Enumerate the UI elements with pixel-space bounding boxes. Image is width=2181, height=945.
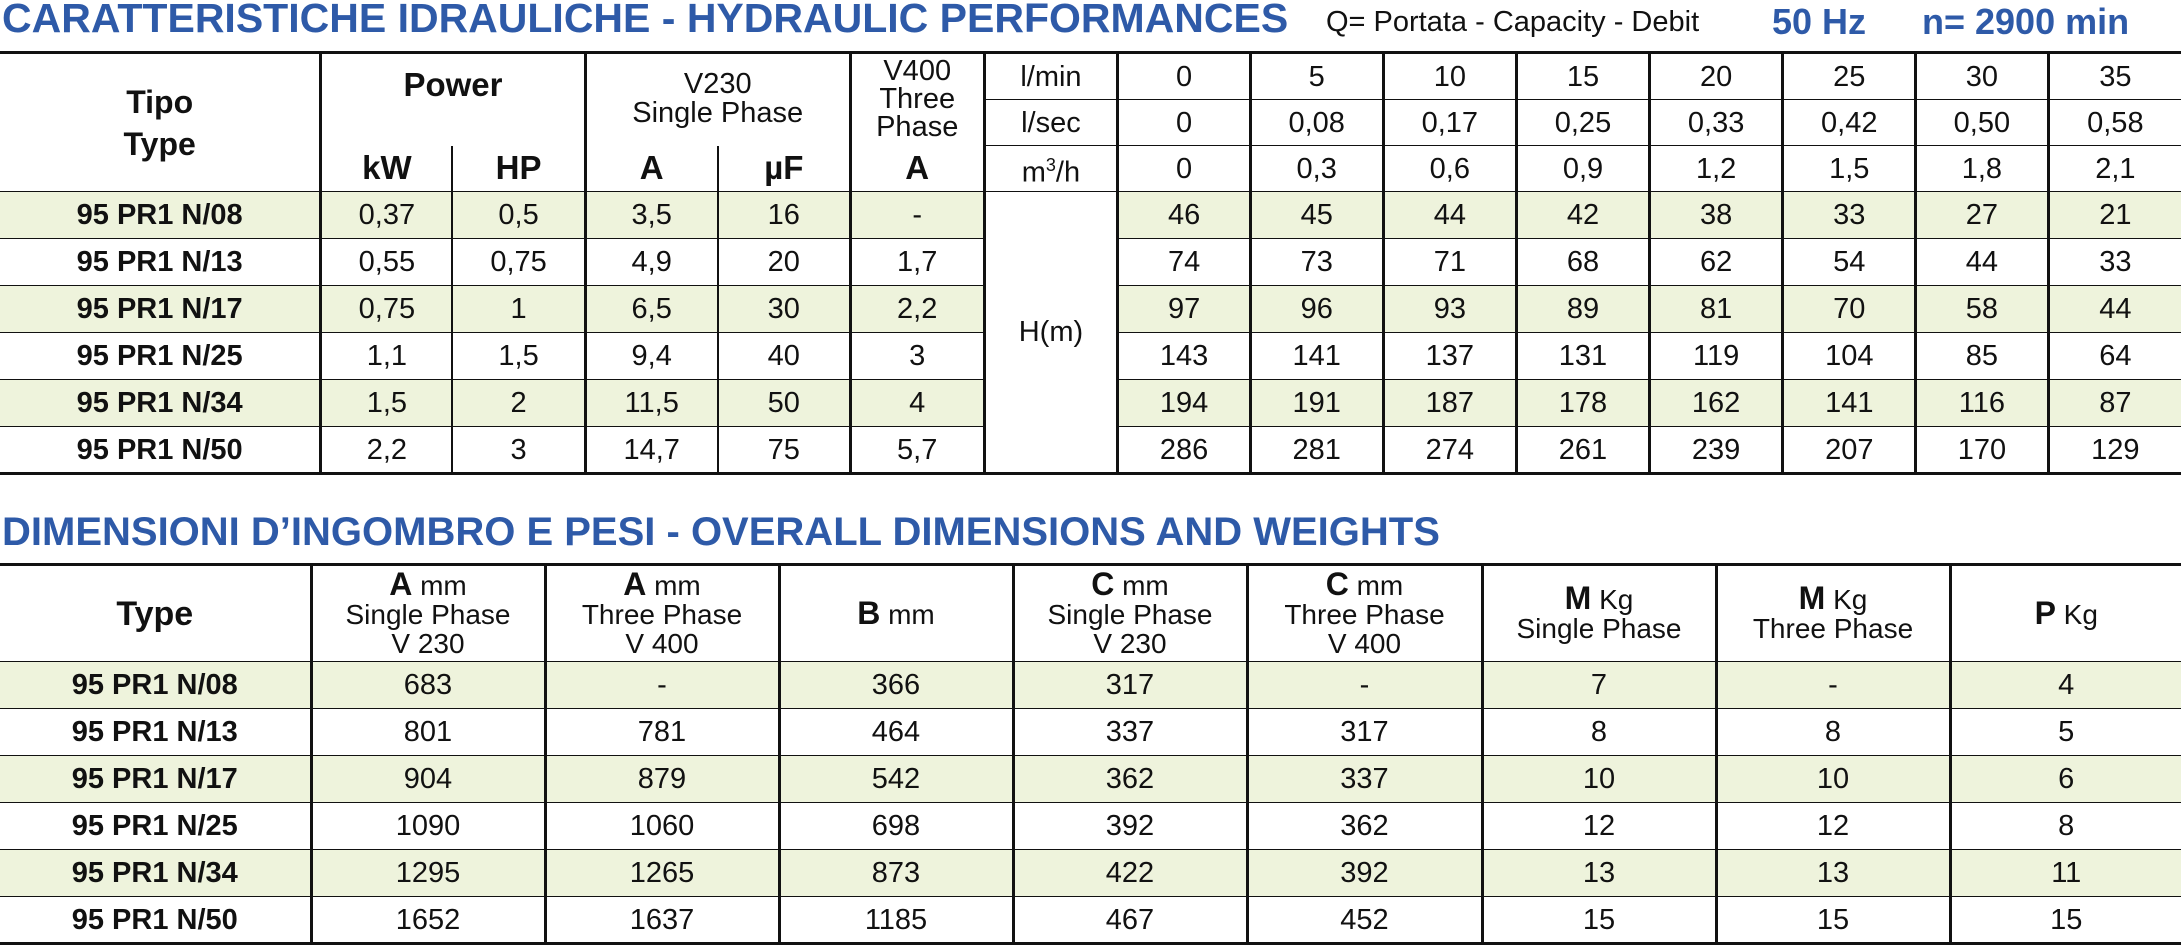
flow-lmin-cell: 20 — [1649, 53, 1783, 100]
head-cell: 44 — [1383, 192, 1517, 239]
head-cell: 58 — [1916, 286, 2049, 333]
flow-m3h-cell: 2,1 — [2048, 146, 2181, 192]
head-cell: 33 — [2048, 239, 2181, 286]
flow-lmin-cell: 15 — [1517, 53, 1650, 100]
m-sp-letter: M — [1564, 580, 1592, 616]
flow-lmin-cell: 25 — [1783, 53, 1916, 100]
c-single-phase-header — [1013, 565, 1247, 662]
flow-lsec-cell: 0,58 — [2048, 100, 2181, 146]
b-cell: 1185 — [779, 897, 1013, 944]
p-cell: 5 — [1950, 709, 2181, 756]
unit-lmin-label: l/min — [984, 53, 1118, 100]
flow-lsec-cell: 0,08 — [1250, 100, 1383, 146]
head-cell: 44 — [2048, 286, 2181, 333]
head-cell: 104 — [1783, 333, 1916, 380]
head-cell: 261 — [1517, 427, 1650, 474]
c-tp-line3: V 400 — [1327, 627, 1402, 659]
model-name: 95 PR1 N/13 — [0, 239, 321, 286]
b-cell: 542 — [779, 756, 1013, 803]
v400-header-line3: Phase — [876, 111, 959, 143]
unit-m3h-label — [984, 146, 1118, 192]
kw-cell: 1,5 — [321, 380, 453, 427]
c-tp-line2: Three Phase — [1284, 598, 1445, 630]
m-tp-line2: Three Phase — [1752, 613, 1914, 644]
b-unit: mm — [880, 598, 935, 630]
a-tp-cell: 1060 — [545, 803, 779, 850]
unit-m3h-sup: 3 — [1045, 154, 1056, 175]
b-cell: 698 — [779, 803, 1013, 850]
head-cell: 286 — [1118, 427, 1251, 474]
flow-m3h-cell: 0,9 — [1517, 146, 1650, 192]
head-cell: 21 — [2048, 192, 2181, 239]
head-cell: 194 — [1118, 380, 1251, 427]
a-tp-line3: V 400 — [625, 627, 699, 659]
uf-cell: 50 — [718, 380, 851, 427]
p-unit: Kg — [2055, 598, 2098, 630]
v230-header-line2: Single Phase — [632, 97, 804, 129]
p-cell: 15 — [1950, 897, 2181, 944]
p-header — [1950, 565, 2181, 662]
b-letter: B — [857, 594, 881, 631]
a-sp-line2: Single Phase — [345, 598, 511, 630]
head-cell: 33 — [1783, 192, 1916, 239]
head-cell: 97 — [1118, 286, 1251, 333]
m-sp-cell: 12 — [1482, 803, 1716, 850]
hp-header: HP — [452, 146, 585, 192]
model-name: 95 PR1 N/34 — [0, 380, 321, 427]
a-sp-cell: 1652 — [311, 897, 545, 944]
a-tp-cell: 1637 — [545, 897, 779, 944]
v400-header — [850, 53, 984, 146]
model-name: 95 PR1 N/50 — [0, 427, 321, 474]
c-tp-cell: 452 — [1247, 897, 1482, 944]
unit-m3h-base: m — [1021, 156, 1046, 189]
flow-lmin-cell: 30 — [1916, 53, 2049, 100]
flow-m3h-cell: 0 — [1118, 146, 1251, 192]
model-name: 95 PR1 N/34 — [0, 850, 311, 897]
hp-cell: 0,5 — [452, 192, 585, 239]
a-sp-letter: A — [389, 565, 413, 602]
table-row — [0, 662, 2181, 709]
head-cell: 46 — [1118, 192, 1251, 239]
a-tp-line2: Three Phase — [581, 598, 743, 630]
m-tp-cell: - — [1716, 662, 1950, 709]
amp400-cell: 5,7 — [850, 427, 984, 474]
type-header-line2: Type — [123, 125, 196, 162]
a-tp-cell: 879 — [545, 756, 779, 803]
flow-lsec-cell: 0,50 — [1916, 100, 2049, 146]
amp400-header: A — [850, 146, 984, 192]
speed-label: n= 2900 min — [1922, 1, 2130, 42]
kw-cell: 2,2 — [321, 427, 453, 474]
m-tp-cell: 12 — [1716, 803, 1950, 850]
b-header — [779, 565, 1013, 662]
table-row — [0, 803, 2181, 850]
amp230-cell: 9,4 — [585, 333, 718, 380]
amp400-cell: 2,2 — [850, 286, 984, 333]
m-sp-cell: 15 — [1482, 897, 1716, 944]
amp230-cell: 3,5 — [585, 192, 718, 239]
head-cell: 119 — [1649, 333, 1783, 380]
m-tp-unit: Kg — [1825, 584, 1868, 615]
head-cell: 38 — [1649, 192, 1783, 239]
head-label: H(m) — [984, 192, 1118, 474]
model-name: 95 PR1 N/50 — [0, 897, 311, 944]
c-sp-cell: 392 — [1013, 803, 1247, 850]
m-sp-cell: 10 — [1482, 756, 1716, 803]
head-cell: 27 — [1916, 192, 2049, 239]
dimensions-table — [0, 563, 2181, 945]
p-cell: 11 — [1950, 850, 2181, 897]
head-cell: 141 — [1250, 333, 1383, 380]
p-cell: 8 — [1950, 803, 2181, 850]
model-name: 95 PR1 N/25 — [0, 803, 311, 850]
v230-header — [585, 53, 850, 146]
dim-type-header: Type — [0, 565, 311, 662]
table-row — [0, 756, 2181, 803]
model-name: 95 PR1 N/08 — [0, 192, 321, 239]
m-sp-line2: Single Phase — [1516, 613, 1682, 644]
amp400-cell: - — [850, 192, 984, 239]
a-sp-cell: 1090 — [311, 803, 545, 850]
c-tp-cell: 337 — [1247, 756, 1482, 803]
model-name: 95 PR1 N/17 — [0, 286, 321, 333]
hp-cell: 3 — [452, 427, 585, 474]
c-tp-cell: 392 — [1247, 850, 1482, 897]
type-header — [0, 53, 321, 192]
head-cell: 129 — [2048, 427, 2181, 474]
flow-lsec-cell: 0,33 — [1649, 100, 1783, 146]
v230-header-line1: V230 — [683, 68, 752, 100]
kw-cell: 0,55 — [321, 239, 453, 286]
head-cell: 73 — [1250, 239, 1383, 286]
m-sp-cell: 13 — [1482, 850, 1716, 897]
m-tp-cell: 8 — [1716, 709, 1950, 756]
p-cell: 6 — [1950, 756, 2181, 803]
flow-lsec-cell: 0 — [1118, 100, 1251, 146]
model-name: 95 PR1 N/17 — [0, 756, 311, 803]
head-cell: 143 — [1118, 333, 1251, 380]
type-header-line1: Tipo — [126, 83, 194, 120]
c-tp-unit: mm — [1348, 569, 1404, 601]
amp230-cell: 4,9 — [585, 239, 718, 286]
c-sp-unit: mm — [1114, 569, 1169, 601]
hydraulic-performance-table — [0, 51, 2181, 475]
uf-cell: 20 — [718, 239, 851, 286]
uf-cell: 75 — [718, 427, 851, 474]
flow-lsec-cell: 0,42 — [1783, 100, 1916, 146]
v400-header-line2: Three — [879, 83, 956, 115]
a-tp-cell: 781 — [545, 709, 779, 756]
a-sp-cell: 1295 — [311, 850, 545, 897]
flow-lsec-cell: 0,25 — [1517, 100, 1650, 146]
table-row — [0, 850, 2181, 897]
b-cell: 873 — [779, 850, 1013, 897]
a-three-phase-header — [545, 565, 779, 662]
c-sp-cell: 422 — [1013, 850, 1247, 897]
head-cell: 281 — [1250, 427, 1383, 474]
a-single-phase-header — [311, 565, 545, 662]
c-sp-line2: Single Phase — [1047, 598, 1213, 630]
c-sp-line3: V 230 — [1093, 627, 1167, 659]
power-header: Power — [321, 53, 585, 146]
head-cell: 81 — [1649, 286, 1783, 333]
a-tp-letter: A — [623, 565, 647, 602]
a-sp-unit: mm — [412, 569, 467, 601]
c-sp-letter: C — [1091, 565, 1115, 602]
m-tp-letter: M — [1798, 580, 1826, 616]
uf-cell: 40 — [718, 333, 851, 380]
m-sp-cell: 8 — [1482, 709, 1716, 756]
b-cell: 464 — [779, 709, 1013, 756]
hp-cell: 1,5 — [452, 333, 585, 380]
c-three-phase-header — [1247, 565, 1482, 662]
flow-m3h-cell: 1,8 — [1916, 146, 2049, 192]
p-letter: P — [2034, 594, 2056, 631]
c-sp-cell: 362 — [1013, 756, 1247, 803]
head-cell: 178 — [1517, 380, 1650, 427]
a-tp-cell: 1265 — [545, 850, 779, 897]
c-tp-cell: 317 — [1247, 709, 1482, 756]
uf-cell: 16 — [718, 192, 851, 239]
a-sp-cell: 683 — [311, 662, 545, 709]
c-sp-cell: 337 — [1013, 709, 1247, 756]
flow-m3h-cell: 0,3 — [1250, 146, 1383, 192]
hp-cell: 0,75 — [452, 239, 585, 286]
flow-lmin-cell: 10 — [1383, 53, 1517, 100]
head-cell: 87 — [2048, 380, 2181, 427]
head-cell: 44 — [1916, 239, 2049, 286]
head-cell: 131 — [1517, 333, 1650, 380]
head-cell: 64 — [2048, 333, 2181, 380]
c-sp-cell: 317 — [1013, 662, 1247, 709]
uf-cell: 30 — [718, 286, 851, 333]
head-cell: 70 — [1783, 286, 1916, 333]
m-sp-unit: Kg — [1591, 584, 1634, 615]
flow-lmin-cell: 5 — [1250, 53, 1383, 100]
a-sp-cell: 904 — [311, 756, 545, 803]
amp230-cell: 6,5 — [585, 286, 718, 333]
uf-header: µF — [718, 146, 851, 192]
head-cell: 45 — [1250, 192, 1383, 239]
amp400-cell: 3 — [850, 333, 984, 380]
table-row — [0, 192, 2181, 239]
amp230-cell: 14,7 — [585, 427, 718, 474]
m-tp-cell: 10 — [1716, 756, 1950, 803]
head-cell: 54 — [1783, 239, 1916, 286]
head-cell: 207 — [1783, 427, 1916, 474]
b-cell: 366 — [779, 662, 1013, 709]
flow-m3h-cell: 1,2 — [1649, 146, 1783, 192]
flow-lsec-cell: 0,17 — [1383, 100, 1517, 146]
head-cell: 62 — [1649, 239, 1783, 286]
c-sp-cell: 467 — [1013, 897, 1247, 944]
a-sp-cell: 801 — [311, 709, 545, 756]
head-cell: 93 — [1383, 286, 1517, 333]
table-row — [0, 897, 2181, 944]
hp-cell: 1 — [452, 286, 585, 333]
head-cell: 74 — [1118, 239, 1251, 286]
amp230-cell: 11,5 — [585, 380, 718, 427]
head-cell: 191 — [1250, 380, 1383, 427]
head-cell: 239 — [1649, 427, 1783, 474]
m-tp-cell: 15 — [1716, 897, 1950, 944]
head-cell: 187 — [1383, 380, 1517, 427]
a-tp-cell: - — [545, 662, 779, 709]
flow-m3h-cell: 0,6 — [1383, 146, 1517, 192]
head-cell: 89 — [1517, 286, 1650, 333]
table-row — [0, 709, 2181, 756]
hydraulic-performance-title: CARATTERISTICHE IDRAULICHE - HYDRAULIC PERFORMANCES — [2, 0, 1289, 41]
capacity-note: Q= Portata - Capacity - Debit — [1326, 6, 1700, 38]
m-single-phase-header — [1482, 565, 1716, 662]
head-cell: 96 — [1250, 286, 1383, 333]
v400-header-line1: V400 — [883, 55, 952, 87]
head-cell: 274 — [1383, 427, 1517, 474]
flow-m3h-cell: 1,5 — [1783, 146, 1916, 192]
head-cell: 137 — [1383, 333, 1517, 380]
m-three-phase-header — [1716, 565, 1950, 662]
head-cell: 85 — [1916, 333, 2049, 380]
head-cell: 116 — [1916, 380, 2049, 427]
m-tp-cell: 13 — [1716, 850, 1950, 897]
head-cell: 141 — [1783, 380, 1916, 427]
unit-m3h-tail: /h — [1055, 156, 1081, 189]
model-name: 95 PR1 N/08 — [0, 662, 311, 709]
head-cell: 42 — [1517, 192, 1650, 239]
c-tp-letter: C — [1325, 565, 1349, 602]
unit-lsec-label: l/sec — [984, 100, 1118, 146]
hp-cell: 2 — [452, 380, 585, 427]
amp-header: A — [585, 146, 718, 192]
head-cell: 162 — [1649, 380, 1783, 427]
kw-cell: 1,1 — [321, 333, 453, 380]
a-sp-line3: V 230 — [391, 627, 465, 659]
frequency-label: 50 Hz — [1772, 1, 1867, 42]
c-tp-cell: 362 — [1247, 803, 1482, 850]
a-tp-unit: mm — [646, 569, 701, 601]
head-cell: 71 — [1383, 239, 1517, 286]
head-cell: 170 — [1916, 427, 2049, 474]
flow-lmin-cell: 0 — [1118, 53, 1251, 100]
dimensions-title: DIMENSIONI D’INGOMBRO E PESI - OVERALL DIMENSIONS AND WEIGHTS — [2, 510, 1440, 554]
model-name: 95 PR1 N/13 — [0, 709, 311, 756]
amp400-cell: 4 — [850, 380, 984, 427]
m-sp-cell: 7 — [1482, 662, 1716, 709]
model-name: 95 PR1 N/25 — [0, 333, 321, 380]
c-tp-cell: - — [1247, 662, 1482, 709]
p-cell: 4 — [1950, 662, 2181, 709]
kw-cell: 0,75 — [321, 286, 453, 333]
kw-cell: 0,37 — [321, 192, 453, 239]
flow-lmin-cell: 35 — [2048, 53, 2181, 100]
kw-header: kW — [321, 146, 453, 192]
amp400-cell: 1,7 — [850, 239, 984, 286]
head-cell: 68 — [1517, 239, 1650, 286]
